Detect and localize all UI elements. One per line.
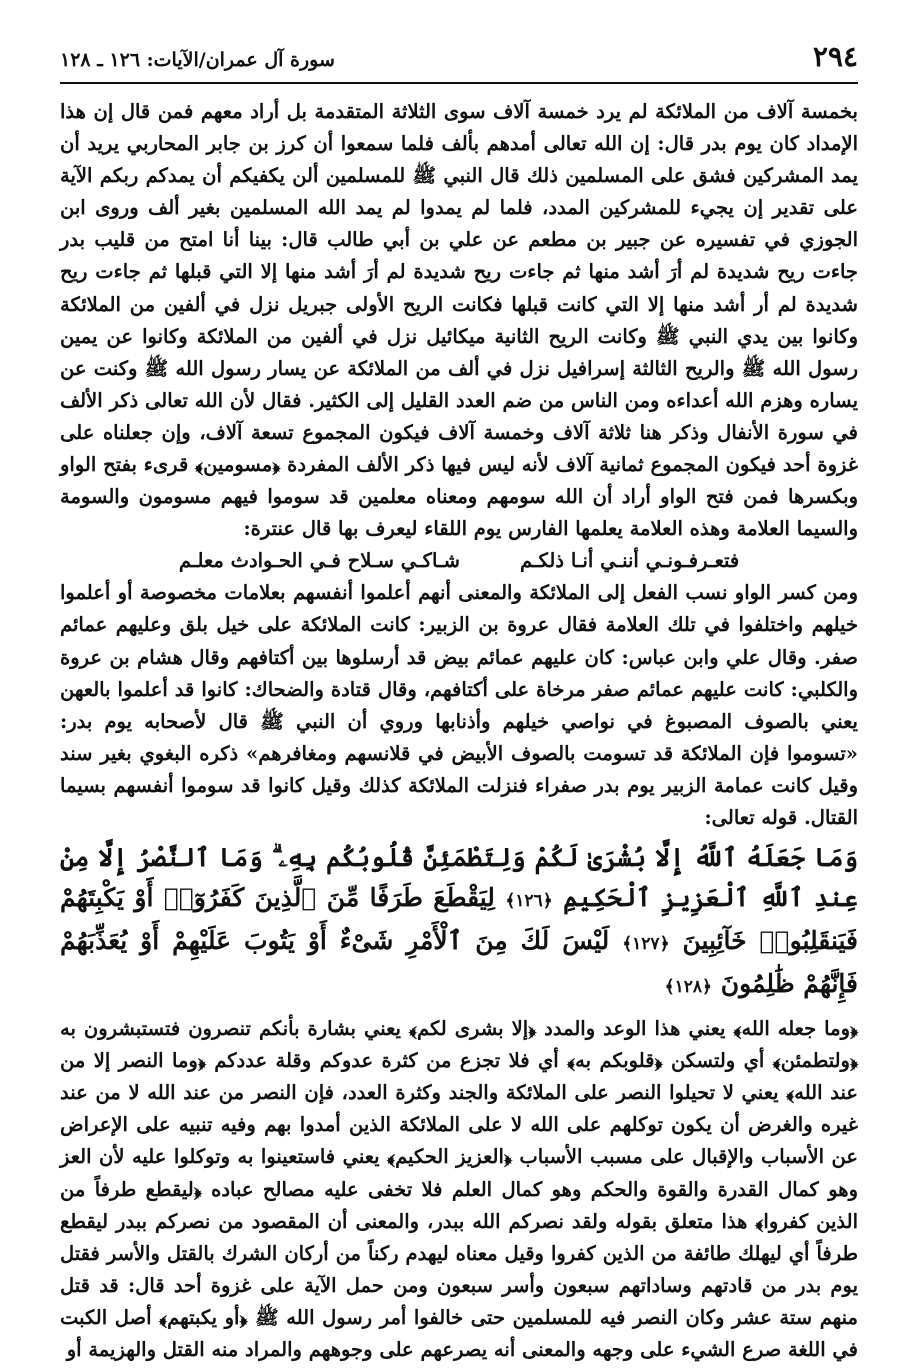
verse-126-marker: ﴿١٢٦﴾: [505, 891, 553, 912]
quran-verses: [60, 838, 858, 1007]
verse-128-marker: ﴿١٢٨﴾: [664, 977, 712, 998]
verse-128-text: لَيْسَ لَكَ مِنَ ٱلْأَمْرِ شَىْءٌ أَوْ يَتُوبَ عَلَيْهِمْ أَوْ يُعَذِّبَهُمْ فَإِنَّهُمْ ظَٰلِمُونَ: [60, 926, 858, 999]
commentary-paragraph-top: بخمسة آلاف من الملائكة لم يرد خمسة آلاف سوى الثلاثة المتقدمة بل أراد معهم فمن قال إن هذا الإمداد كان يوم بدر قال: إن الله تعالى أمدهم بألف فلما سمعوا أن كرز بن جابر المحاربي يريد أن يمد المشركين فشق على المسلمين ذلك قال النبي ﷺ للمسلمين ألن يكفيكم أن يمدكم ربكم الآية على تقدير إن يجيء للمشركين المدد، فلما لم يمدوا لم يمد الله المسلمين بغير ألف وروى ابن الجوزي في تفسيره عن جبير بن مطعم عن علي بن أبي طالب قال: بينا أنا امتح من قليب بدر جاءت ريح شديدة لم أرَ أشد منها ثم جاءت ريح شديدة لم أرَ أشد منها إلا التي قبلها ثم جاءت ريح شديدة لم أر أشد منها إلا التي كانت قبلها فكانت الريح الأولى جبريل نزل في ألفين من الملائكة وكانوا بين يدي النبي ﷺ وكانت الريح الثانية ميكائيل نزل في ألفين من الملائكة وكانوا عن يمين رسول الله ﷺ والريح الثالثة إسرافيل نزل في ألف من الملائكة عن يسار رسول الله ﷺ وكنت عن يساره وهزم الله أعداءه ومن الناس من ضم العدد القليل إلى الكثير. فقال لأن الله تعالى ذكر الألف في سورة الأنفال وذكر هنا ثلاثة آلاف وخمسة آلاف فيكون المجموع تسعة آلاف، وإن جعلناه على غزوة أحد فيكون المجموع ثمانية آلاف لأنه ليس فيها ذكر الألف المفردة ﴿مسومين﴾ قرىء بفتح الواو وبكسرها فمن فتح الواو أراد أن الله سومهم ومعناه معلمين قد سوموا فيهم مسومون والسومة والسيما العلامة وهذه العلامة يعلمها الفارس يوم اللقاء ليعرف بها قال عنترة:: [60, 100, 858, 541]
surah-title: سورة آل عمران/الآيات: ١٢٦ ـ ١٢٨: [60, 49, 335, 71]
page-header: [60, 40, 858, 84]
verse-126-text: وَمَا جَعَلَهُ ٱللَّهُ إِلَّا بُشْرَىٰ لَكُمْ وَلِتَطْمَئِنَّ قُلُوبُكُم بِهِۦ ۗ وَمَا ٱلنَّصْرُ إِلَّا مِنْ عِندِ ٱللَّهِ ٱلْعَزِيزِ ٱلْحَكِيمِ: [60, 843, 858, 913]
poem-hemistich-2: شـاكـي سـلاح فـي الحـوادث معلـم: [178, 549, 460, 573]
commentary-paragraph-bottom: ﴿وما جعله الله﴾ يعني هذا الوعد والمدد ﴿إلا بشرى لكم﴾ يعني بشارة بأنكم تنصرون فتستبشرون به ﴿ولتطمئن﴾ أي ولتسكن ﴿قلوبكم به﴾ أي فلا تجزع من كثرة عدوكم وقلة عددكم ﴿وما النصر إلا من عند الله﴾ يعني لا تحيلوا النصر على الملائكة والجند وكثرة العدد، فإن النصر من عند الله لا من عند غيره والغرض أن يكون توكلهم على الله لا على الملائكة الذين أمدوا بهم وفيه تنبيه على الإعراض عن الأسباب والإقبال على مسبب الأسباب ﴿العزيز الحكيم﴾ يعني فاستعينوا به وتوكلوا عليه لأن العز وهو كمال القدرة والقوة والحكم وهو كمال العلم فلا تخفى عليه مصالح عباده ﴿ليقطع طرفاً من الذين كفروا﴾ هذا متعلق بقوله ولقد نصركم الله ببدر، والمعنى أن المقصود من نصركم ببدر ليقطع طرفاً أي ليهلك طائفة من الذين كفروا وقيل معناه ليهدم ركناً من أركان الشرك بالقتل والأسر فقتل يوم بدر من قادتهم وساداتهم سبعون وأسر سبعون ومن حمل الآية على غزوة أحد قال: قد قتل منهم ستة عشر وكان النصر فيه للمسلمين حتى خالفوا أمر رسول الله ﷺ ﴿أو يكبتهم﴾ أصل الكبت في اللغة صرع الشيء على وجهه والمعنى أنه يصرعهم على وجوههم والمراد منه القتل والهزيمة أو: [60, 1017, 858, 1361]
commentary-paragraph-middle: ومن كسر الواو نسب الفعل إلى الملائكة والمعنى أنهم أعلموا أنفسهم بعلامات مخصوصة أو أعلموا خيلهم واختلفوا في تلك العلامة فقال عروة بن الزبير: كانت الملائكة على خيل بلق وعليهم عمائم صفر. وقال علي وابن عباس: كان عليهم عمائم بيض قد أرسلوها بين أكتافهم وقال هشام بن عروة والكلبي: كانت عليهم عمائم صفر مرخاة على أكتافهم، وقال قتادة والضحاك: كانوا قد أعلموا بالعهن يعني بالصوف المصبوغ في نواصي خيلهم وأذنابها وروي أن النبي ﷺ قال لأصحابه يوم بدر: «تسوموا فإن الملائكة قد تسومت بالصوف الأبيض في قلانسهم ومغافرهم» ذكره البغوي بغير سند وقيل كانت عمامة الزبير يوم بدر صفراء فنزلت الملائكة كذلك وقيل كانوا قد سوموا أنفسهم بسيما القتال. قوله تعالى:: [60, 581, 858, 829]
poem-hemistich-1: فتعـرفـونـي أننـي أنـا ذلكـم: [519, 549, 740, 573]
verse-127-marker: ﴿١٢٧﴾: [622, 934, 670, 955]
poem-verse: [60, 545, 858, 577]
verse-127-text: لِيَقْطَعَ طَرَفًا مِّنَ ٱلَّذِينَ كَفَرُوٓا۟ أَوْ يَكْبِتَهُمْ فَيَنقَلِبُوا۟ خَآئِبِينَ: [60, 883, 858, 956]
page-number: ٢٩٤: [812, 40, 858, 73]
